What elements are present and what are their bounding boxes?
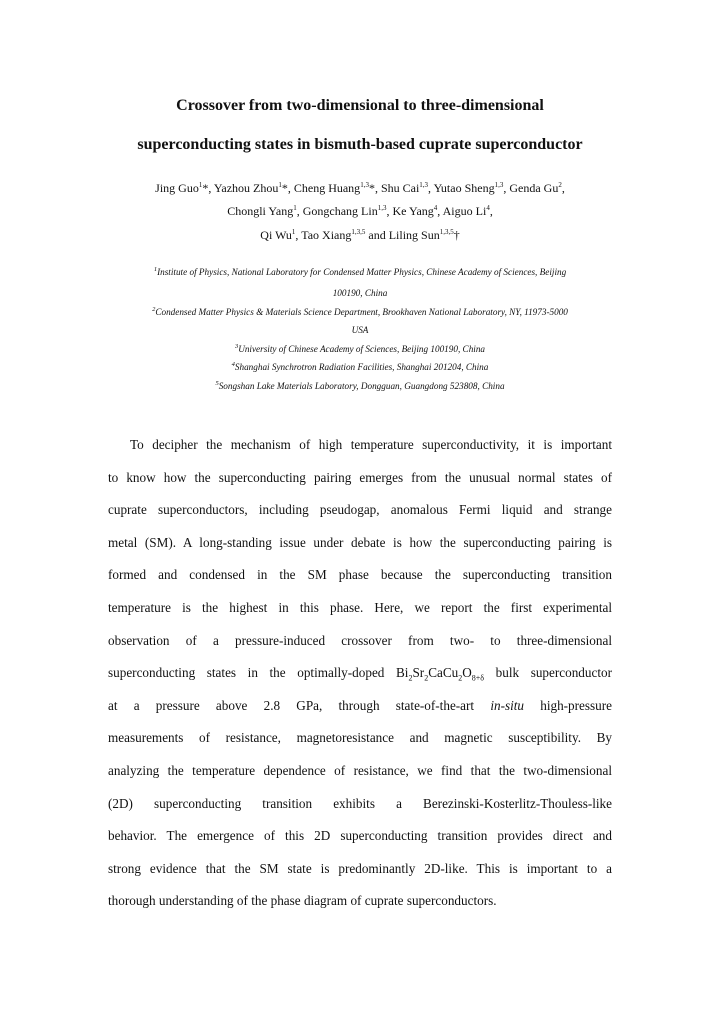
author-affil-sup: 1 — [278, 181, 282, 189]
paper-title-line-1: Crossover from two-dimensional to three-dimensional — [176, 97, 544, 114]
author-separator: *, — [281, 181, 294, 195]
abstract-line: to know how the superconducting pairing emerges from the unusual normal states of — [108, 469, 612, 485]
abstract-line: measurements of resistance, magnetoresistance and magnetic susceptibility. By — [108, 730, 612, 746]
author-separator: , — [428, 181, 434, 195]
formula-subscript: 8+δ — [471, 673, 485, 683]
affiliation-text: University of Chinese Academy of Sciences, Beijing 100190, China — [238, 344, 486, 354]
author-affil-sup: 4 — [433, 204, 438, 212]
author-affil-sup: 1 — [293, 204, 297, 212]
author-separator: , — [503, 181, 510, 195]
affiliation-number: 5 — [215, 379, 219, 387]
formula-element: CaCu — [428, 665, 459, 681]
abstract-text: bulk superconductor — [484, 665, 612, 681]
author-affil-sup: 1 — [198, 181, 203, 189]
affiliation-number: 1 — [153, 265, 158, 273]
affiliation-number: 4 — [231, 360, 235, 368]
dagger-mark: † — [453, 228, 460, 242]
abstract-line: metal (SM). A long-standing issue under debate is how the superconducting pairing is — [108, 534, 612, 550]
abstract-line: analyzing the temperature dependence of resistance, we find that the two-dimensional — [108, 763, 612, 778]
author-name: Yutao Sheng — [433, 181, 495, 195]
author-line-2 — [60, 203, 660, 219]
author-name: Shu Cai — [380, 181, 420, 195]
author-separator: , — [386, 204, 393, 218]
abstract-line — [108, 697, 612, 715]
author-line-3 — [60, 227, 660, 243]
affiliation-3 — [100, 343, 620, 355]
author-separator: and — [365, 228, 389, 242]
abstract-line: observation of a pressure-induced crossover from two- to three-dimensional — [108, 632, 612, 648]
affiliation-1-line-2: 100190, China — [332, 288, 388, 298]
author-name: Chongli Yang — [227, 204, 294, 218]
affiliation-text: Shanghai Synchrotron Radiation Facilities, Shanghai 201204, China — [234, 362, 489, 372]
abstract-italic-text: in-situ — [490, 697, 525, 713]
author-separator: , — [561, 181, 565, 195]
author-name: Tao Xiang — [301, 228, 352, 242]
formula-subscript: 2 — [458, 673, 463, 683]
affiliation-2-line-1 — [100, 306, 620, 318]
author-separator: *, — [202, 181, 214, 195]
author-affil-sup: 1,3 — [360, 181, 369, 189]
author-affil-sup: 1,3,5 — [351, 228, 366, 236]
abstract-line: strong evidence that the SM state is predominantly 2D-like. This is important to a — [108, 860, 612, 876]
author-name: Ke Yang — [392, 204, 434, 218]
author-affil-sup: 1,3,5 — [439, 228, 454, 236]
abstract-line: temperature is the highest in this phase. Here, we report the first experimental — [108, 600, 612, 615]
author-affil-sup: 2 — [558, 181, 562, 189]
affiliation-number: 3 — [234, 342, 239, 350]
abstract-text: at a pressure above 2.8 GPa, through state-of-the-art — [108, 697, 491, 713]
author-separator: , — [489, 204, 493, 218]
affiliation-1-line-1 — [100, 266, 620, 278]
author-name: Qi Wu — [260, 228, 292, 242]
affiliation-number: 2 — [152, 305, 156, 313]
abstract-line: (2D) superconducting transition exhibits a Berezinski-Kosterlitz-Thouless-like — [108, 795, 612, 811]
affiliation-text: Condensed Matter Physics & Materials Science Department, Brookhaven National Laboratory, NY, 11973-5000 — [155, 307, 568, 317]
author-separator: , — [295, 228, 302, 242]
affiliation-text: Institute of Physics, National Laboratory for Condensed Matter Physics, Chinese Academy of Sciences, Beijing — [157, 267, 567, 277]
author-name: Cheng Huang — [293, 181, 361, 195]
affiliation-5 — [100, 380, 620, 392]
abstract-line-last: thorough understanding of the phase diagram of cuprate superconductors. — [108, 893, 497, 909]
abstract-text: high-pressure — [524, 697, 612, 713]
abstract-text: superconducting states in the optimally-doped Bi — [108, 665, 409, 681]
author-name: Aiguo Li — [442, 204, 487, 218]
formula-subscript: 2 — [408, 673, 413, 683]
abstract-line: To decipher the mechanism of high temperature superconductivity, it is important — [130, 437, 612, 452]
abstract-line-formula — [108, 664, 612, 682]
author-separator: , — [296, 204, 303, 218]
author-affil-sup: 1,3 — [494, 181, 504, 189]
affiliation-2-line-2: USA — [351, 325, 369, 335]
author-name: Liling Sun — [388, 228, 440, 242]
author-affil-sup: 4 — [486, 204, 490, 212]
author-separator: , — [437, 204, 443, 218]
formula-element: O — [462, 665, 472, 681]
author-separator: *, — [368, 181, 381, 195]
author-name: Genda Gu — [509, 181, 559, 195]
author-affil-sup: 1 — [291, 228, 296, 236]
author-line-1 — [60, 180, 660, 196]
author-name: Yazhou Zhou — [213, 181, 279, 195]
author-affil-sup: 1,3 — [419, 181, 429, 189]
paper-title-line-2: superconducting states in bismuth-based cuprate superconductor — [137, 136, 583, 153]
author-name: Jing Guo — [155, 181, 199, 195]
formula-element: Sr — [412, 665, 425, 681]
abstract-line: cuprate superconductors, including pseudogap, anomalous Fermi liquid and strange — [108, 502, 612, 518]
formula-subscript: 2 — [424, 673, 429, 683]
author-name: Gongchang Lin — [302, 204, 378, 218]
affiliation-text: Songshan Lake Materials Laboratory, Dongguan, Guangdong 523808, China — [218, 381, 505, 391]
author-affil-sup: 1,3 — [377, 204, 387, 212]
abstract-line: formed and condensed in the SM phase because the superconducting transition — [108, 567, 612, 583]
abstract-line: behavior. The emergence of this 2D superconducting transition provides direct and — [108, 828, 612, 844]
affiliation-4 — [100, 361, 620, 373]
